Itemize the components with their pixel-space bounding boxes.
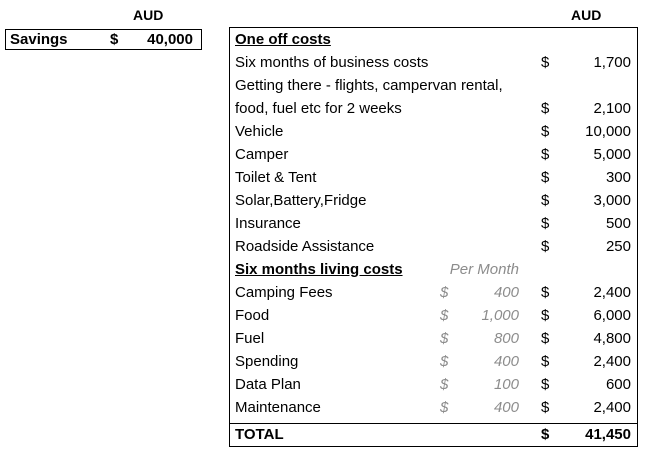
cost-label: Roadside Assistance xyxy=(235,238,375,255)
total-currency: $ xyxy=(541,426,550,443)
per-month-value: 1,000 xyxy=(481,307,519,324)
per-month-value: 400 xyxy=(493,399,519,416)
cost-label: Toilet & Tent xyxy=(235,169,317,186)
cost-currency: $ xyxy=(541,123,550,140)
per-month-value: 400 xyxy=(493,284,519,301)
cost-currency: $ xyxy=(541,238,550,255)
cost-value: 10,000 xyxy=(585,123,631,140)
cost-value: 300 xyxy=(605,169,631,186)
cost-value: 2,400 xyxy=(593,284,631,301)
cost-label: Camping Fees xyxy=(235,284,333,301)
total-value: 41,450 xyxy=(585,426,631,443)
cost-currency: $ xyxy=(541,100,550,117)
cost-label-line1: Getting there - flights, campervan rental, xyxy=(235,77,503,94)
cost-value: 5,000 xyxy=(593,146,631,163)
cost-currency: $ xyxy=(541,169,550,186)
cost-currency: $ xyxy=(541,330,550,347)
savings-amount: 40,000 xyxy=(147,31,193,48)
savings-label: Savings xyxy=(10,31,68,48)
table-row xyxy=(230,166,637,189)
per-month-currency: $ xyxy=(440,376,449,393)
per-month-currency: $ xyxy=(440,307,449,324)
table-row xyxy=(230,396,637,419)
cost-currency: $ xyxy=(541,399,550,416)
cost-label: Six months of business costs xyxy=(235,54,429,71)
per-month-currency: $ xyxy=(440,330,449,347)
cost-label: Fuel xyxy=(235,330,265,347)
cost-currency: $ xyxy=(541,192,550,209)
costs-table xyxy=(229,27,638,447)
savings-box xyxy=(5,29,202,50)
per-month-currency: $ xyxy=(440,353,449,370)
table-row xyxy=(230,281,637,304)
cost-currency: $ xyxy=(541,353,550,370)
per-month-value: 400 xyxy=(493,353,519,370)
per-month-currency: $ xyxy=(440,399,449,416)
table-row xyxy=(230,97,637,120)
total-label: TOTAL xyxy=(235,426,284,443)
cost-currency: $ xyxy=(541,284,550,301)
table-row xyxy=(230,212,637,235)
savings-currency: $ xyxy=(110,31,119,48)
table-row xyxy=(230,143,637,166)
table-row xyxy=(230,235,637,258)
costs-currency-header: AUD xyxy=(571,7,602,23)
table-row xyxy=(230,120,637,143)
one-off-title: One off costs xyxy=(235,31,331,48)
table-row xyxy=(230,74,637,97)
table-row xyxy=(230,327,637,350)
cost-label: Spending xyxy=(235,353,299,370)
per-month-header: Per Month xyxy=(449,261,519,278)
table-row xyxy=(230,304,637,327)
per-month-currency: $ xyxy=(440,284,449,301)
cost-label: Maintenance xyxy=(235,399,321,416)
cost-currency: $ xyxy=(541,54,550,71)
cost-currency: $ xyxy=(541,215,550,232)
one-off-title-row xyxy=(230,28,637,51)
cost-label: Camper xyxy=(235,146,289,163)
cost-currency: $ xyxy=(541,376,550,393)
cost-value: 2,400 xyxy=(593,353,631,370)
cost-label: Vehicle xyxy=(235,123,284,140)
cost-label: Food xyxy=(235,307,270,324)
cost-label: Solar,Battery,Fridge xyxy=(235,192,367,209)
living-title: Six months living costs xyxy=(235,261,403,278)
cost-value: 500 xyxy=(605,215,631,232)
cost-value: 2,100 xyxy=(593,100,631,117)
total-row xyxy=(230,423,637,447)
cost-label: Data Plan xyxy=(235,376,301,393)
cost-value: 6,000 xyxy=(593,307,631,324)
cost-value: 3,000 xyxy=(593,192,631,209)
per-month-value: 100 xyxy=(493,376,519,393)
table-row xyxy=(230,373,637,396)
living-title-row xyxy=(230,258,637,281)
cost-value: 4,800 xyxy=(593,330,631,347)
savings-currency-header: AUD xyxy=(133,7,164,23)
cost-value: 600 xyxy=(605,376,631,393)
cost-value: 250 xyxy=(605,238,631,255)
per-month-value: 800 xyxy=(493,330,519,347)
cost-label: food, fuel etc for 2 weeks xyxy=(235,100,402,117)
cost-currency: $ xyxy=(541,307,550,324)
cost-value: 2,400 xyxy=(593,399,631,416)
cost-currency: $ xyxy=(541,146,550,163)
table-row xyxy=(230,189,637,212)
table-row xyxy=(230,51,637,74)
cost-label: Insurance xyxy=(235,215,301,232)
cost-value: 1,700 xyxy=(593,54,631,71)
table-row xyxy=(230,350,637,373)
